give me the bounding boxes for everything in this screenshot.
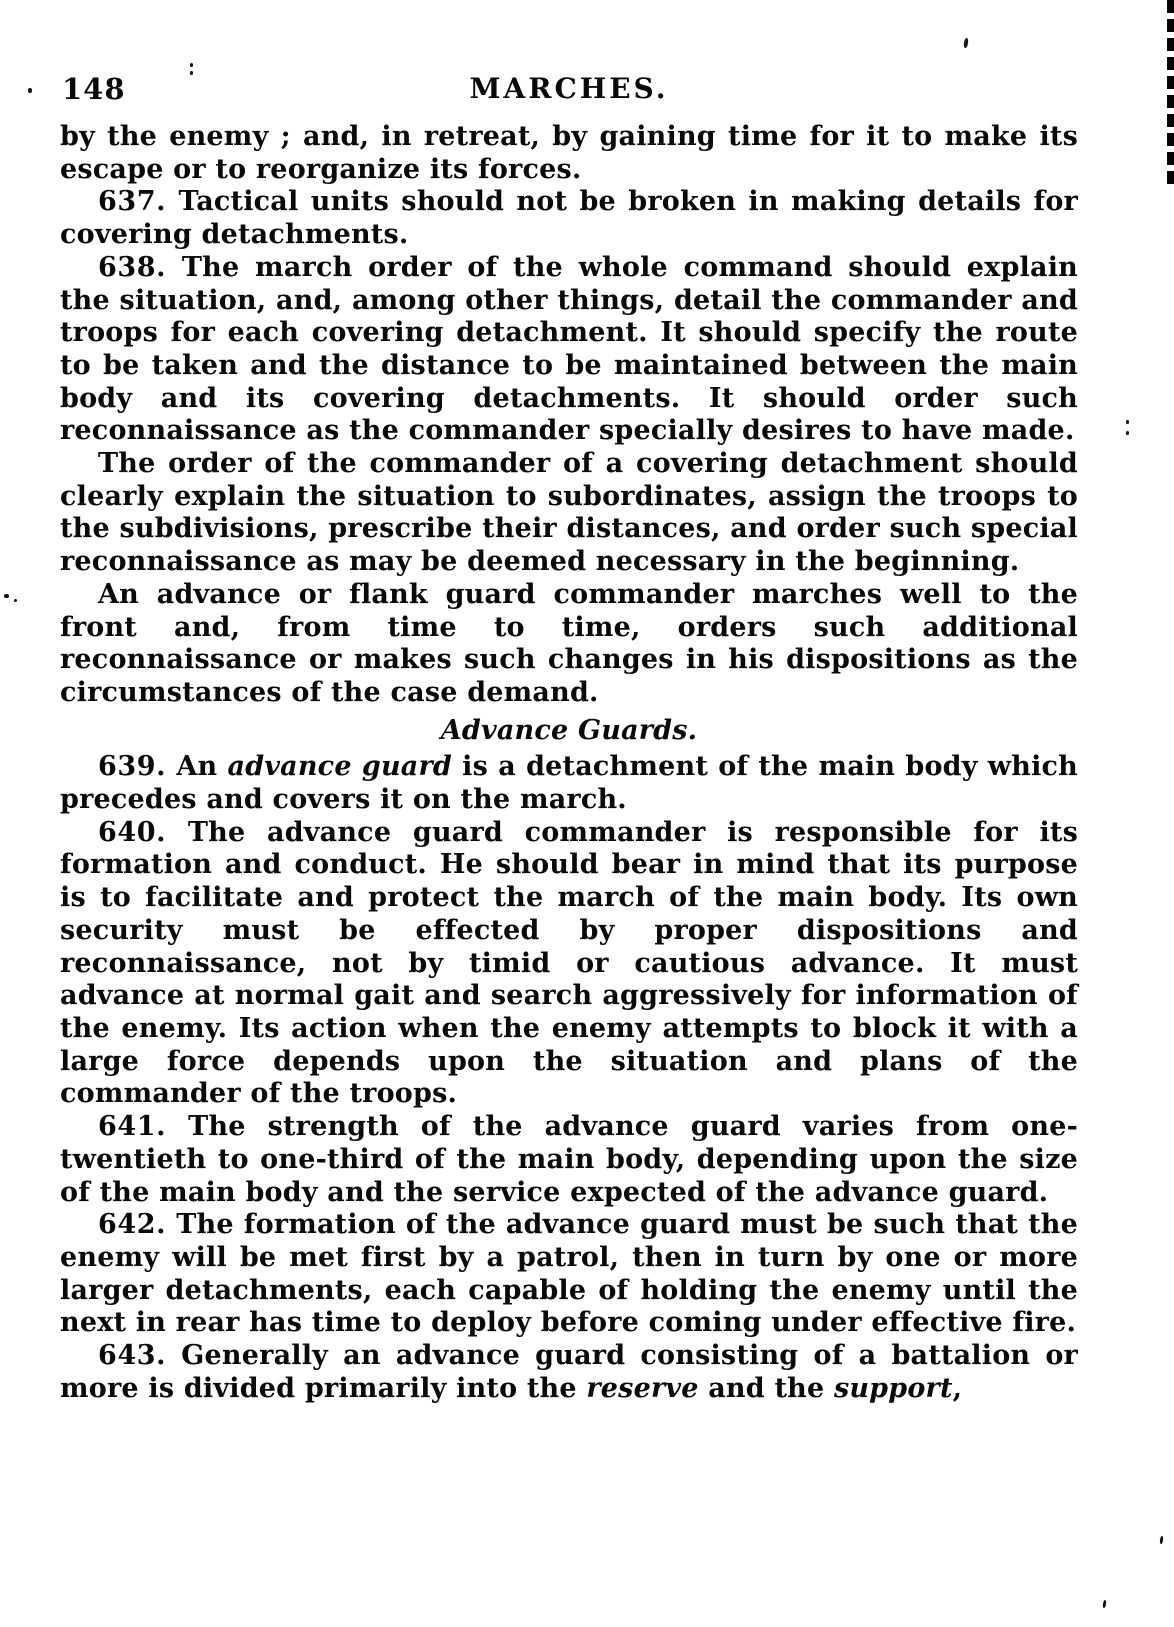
paragraph-text: The order of the commander of a covering detachment should clearly explain the situation to subordinates, assign the troops to the subdivisions, prescribe their distances, and order such special reconnaissance as may be deemed necessary in the beginning.: [60, 448, 1078, 578]
page-header: [60, 72, 1078, 106]
paragraph: [60, 1209, 1078, 1340]
paragraph-text: The strength of the advance guard varies from one-twentieth to one-third of the main body, depending upon the size of the main body and the service expected of the advance guard.: [60, 1111, 1078, 1208]
ink-speck: [1126, 431, 1129, 435]
paragraph-text: The advance guard commander is responsible for its formation and conduct. He should bear in mind that its purpose is to facilitate and protect the march of the main body. Its own security must be effected by proper dispositions and reconnaissance, not by timid or cautious advance. It must advance at normal gait and search aggressively for information of the enemy. Its action when the enemy attempts to block it with a large force depends upon the situation and plans of the commander of the troops.: [60, 816, 1078, 1110]
paragraph-number: 638.: [98, 251, 167, 283]
running-title: MARCHES.: [469, 72, 669, 105]
ink-speck: [1102, 1600, 1106, 1608]
paragraph-text: Tactical units should not be broken in making details for covering detachments.: [60, 186, 1078, 251]
paragraph: [60, 817, 1078, 1111]
page-number: 148: [62, 72, 126, 106]
paragraph-text: ,: [952, 1372, 963, 1404]
paragraph-text: is a detachment of the main body which precedes and covers it on the march.: [60, 751, 1078, 816]
emphasized-term: advance guard: [227, 751, 452, 783]
ink-speck: [28, 88, 32, 93]
ink-speck: [963, 38, 969, 49]
emphasized-term: support: [833, 1372, 953, 1404]
paragraph-number: 642.: [98, 1209, 167, 1241]
paragraph: [60, 1111, 1078, 1209]
scan-artifact-strip: [1167, 0, 1174, 190]
page-body: [60, 121, 1078, 1405]
paragraph-text: The formation of the advance guard must be such that the enemy will be met first by a patrol, then in turn by one or more larger detachments, each capable of holding the enemy until the next in rear has time to deploy before coming under effective fire.: [60, 1209, 1078, 1339]
paragraph-text: Generally an advance guard consisting of a battalion or more is divided primarily into the: [60, 1340, 1078, 1404]
paragraph-text: by the enemy ; and, in retreat, by gaining time for it to make its escape or to reorganize its forces.: [60, 121, 1078, 185]
paragraph: [60, 1340, 1078, 1405]
paragraph: [60, 186, 1078, 251]
paragraph-text: An advance or flank guard commander marches well to the front and, from time to time, orders such additional reconnaissance or makes such changes in his dispositions as the circumstances of the case demand.: [60, 578, 1078, 708]
paragraph: [60, 252, 1078, 448]
ink-speck: [14, 599, 17, 602]
paragraph: [60, 448, 1078, 579]
paragraph-number: 643.: [98, 1340, 167, 1372]
paragraph-number: 639.: [98, 751, 167, 783]
paragraph: [60, 121, 1078, 186]
ink-speck: [1126, 420, 1129, 424]
paragraph-text: and the: [698, 1372, 834, 1404]
ink-speck: [1159, 1536, 1163, 1544]
paragraph-text: An: [166, 751, 228, 783]
paragraph-number: 640.: [98, 816, 167, 848]
section-heading: Advance Guards.: [440, 714, 698, 746]
ink-speck: [190, 71, 193, 75]
emphasized-term: reserve: [586, 1372, 699, 1404]
paragraph: [60, 579, 1078, 710]
ink-speck: [4, 594, 9, 598]
paragraph-text: The march order of the whole command should explain the situation, and, among other things, detail the commander and troops for each covering detachment. It should specify the route to be taken and the distance to be maintained between the main body and its covering detachments. It should order such reconnaissance as the commander specially desires to have made.: [60, 251, 1078, 447]
paragraph-number: 641.: [98, 1111, 167, 1143]
paragraph: [60, 751, 1078, 816]
ink-speck: [190, 63, 193, 67]
paragraph-number: 637.: [98, 186, 167, 218]
